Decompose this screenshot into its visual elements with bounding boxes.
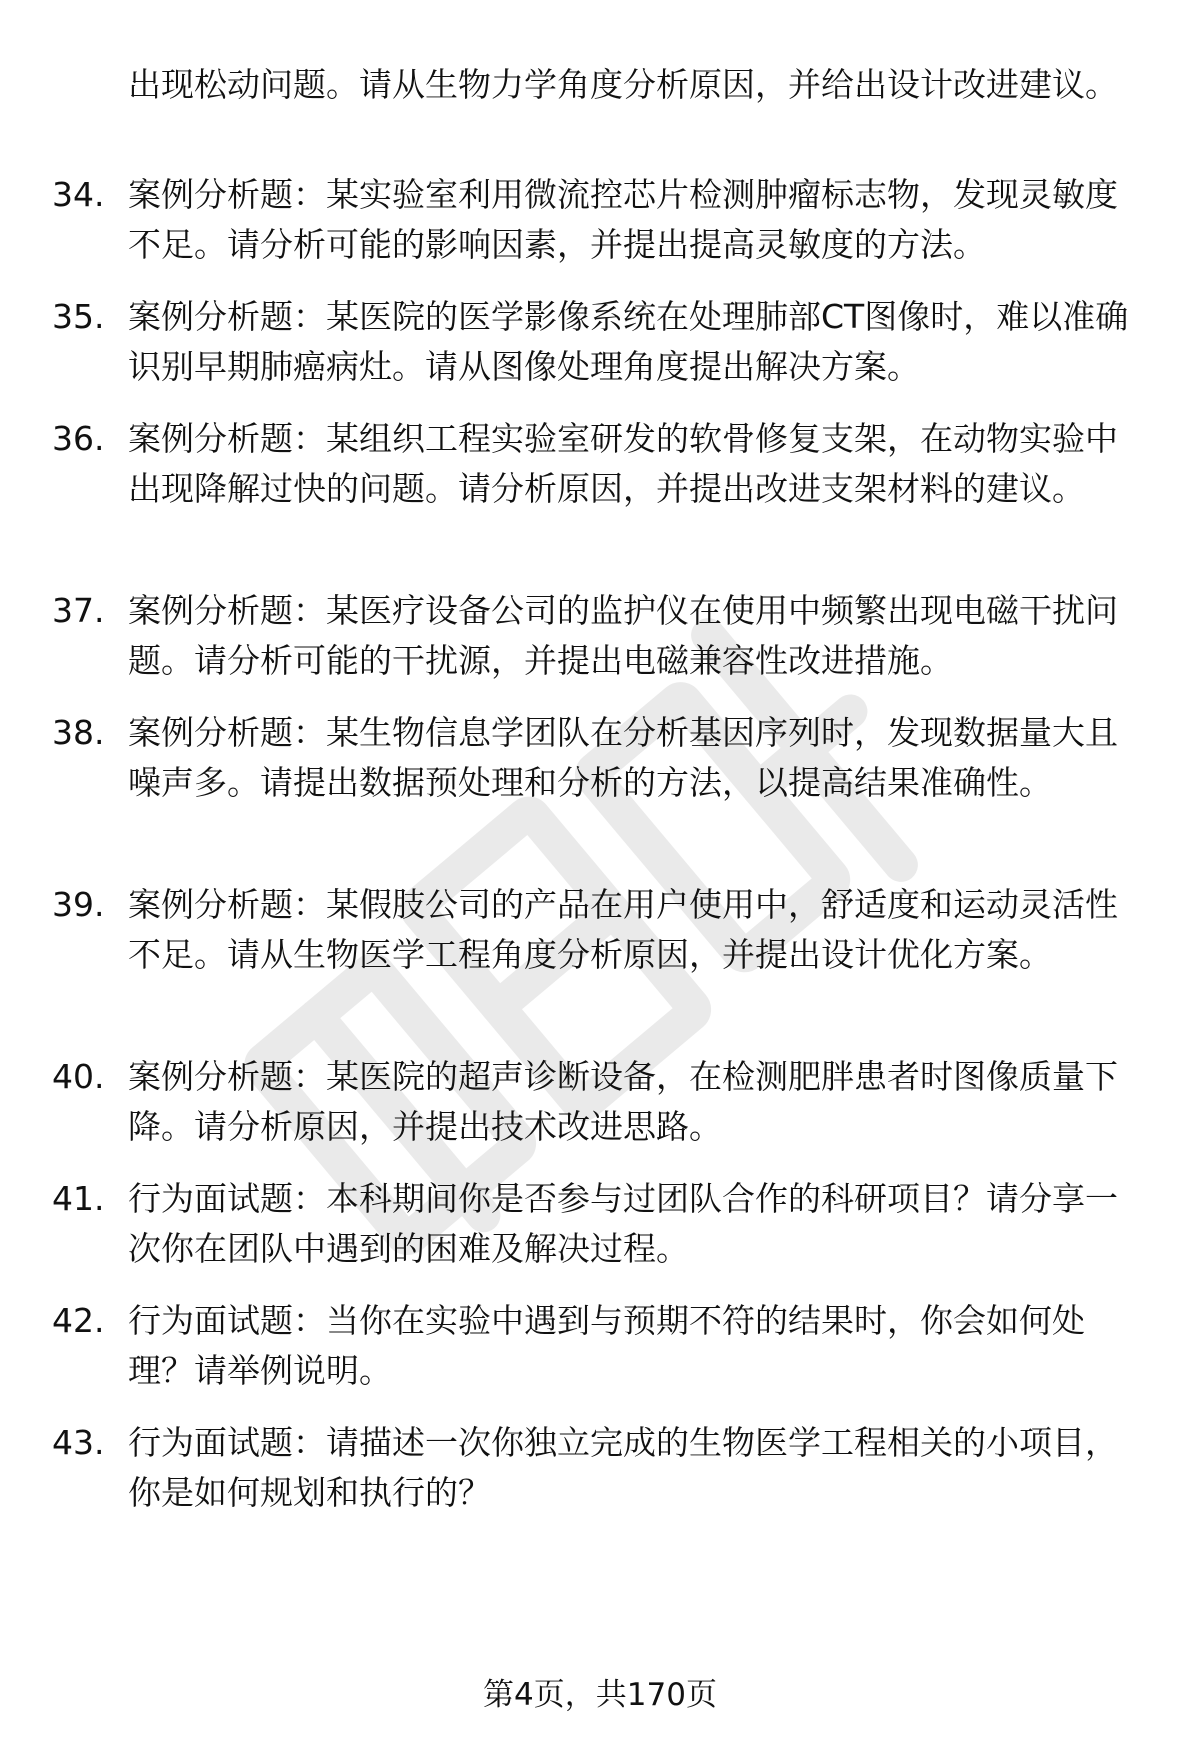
question-text: 案例分析题：某组织工程实验室研发的软骨修复支架，在动物实验中出现降解过快的问题。请分析原因，并提出改进支架材料的建议。 [128, 419, 1118, 508]
question-text: 案例分析题：某实验室利用微流控芯片检测肿瘤标志物，发现灵敏度不足。请分析可能的影响因素，并提出提高灵敏度的方法。 [128, 175, 1118, 264]
question-number: 43. [52, 1423, 105, 1462]
question-item [52, 1296, 1142, 1396]
question-text: 案例分析题：某医疗设备公司的监护仪在使用中频繁出现电磁干扰问题。请分析可能的干扰源，并提出电磁兼容性改进措施。 [128, 591, 1118, 680]
question-text: 行为面试题：本科期间你是否参与过团队合作的科研项目？请分享一次你在团队中遇到的困难及解决过程。 [128, 1179, 1118, 1268]
question-item [52, 1174, 1142, 1274]
question-item [52, 170, 1142, 270]
intro-paragraph: 出现松动问题。请从生物力学角度分析原因，并给出设计改进建议。 [128, 65, 1118, 104]
question-number: 37. [52, 591, 105, 630]
question-number: 34. [52, 175, 105, 214]
question-item [52, 292, 1142, 392]
question-number: 35. [52, 297, 105, 336]
question-text: 案例分析题：某假肢公司的产品在用户使用中，舒适度和运动灵活性不足。请从生物医学工程角度分析原因，并提出设计优化方案。 [128, 885, 1118, 974]
question-number: 42. [52, 1301, 105, 1340]
question-text: 案例分析题：某生物信息学团队在分析基因序列时，发现数据量大且噪声多。请提出数据预处理和分析的方法，以提高结果准确性。 [128, 713, 1118, 802]
question-number: 38. [52, 713, 105, 752]
question-text: 案例分析题：某医院的超声诊断设备，在检测肥胖患者时图像质量下降。请分析原因，并提出技术改进思路。 [128, 1057, 1118, 1146]
question-item [52, 414, 1142, 514]
page-footer: 第4页，共170页 [483, 1677, 717, 1713]
question-number: 40. [52, 1057, 105, 1096]
question-text: 案例分析题：某医院的医学影像系统在处理肺部CT图像时，难以准确识别早期肺癌病灶。请从图像处理角度提出解决方案。 [128, 297, 1129, 386]
question-item [52, 586, 1142, 686]
question-item [52, 1418, 1142, 1518]
question-item [52, 708, 1142, 808]
question-number: 36. [52, 419, 105, 458]
question-text: 行为面试题：请描述一次你独立完成的生物医学工程相关的小项目，你是如何规划和执行的？ [128, 1423, 1118, 1512]
question-item [52, 1052, 1142, 1152]
question-number: 41. [52, 1179, 105, 1218]
question-item [52, 880, 1142, 980]
question-number: 39. [52, 885, 105, 924]
question-text: 行为面试题：当你在实验中遇到与预期不符的结果时，你会如何处理？请举例说明。 [128, 1301, 1085, 1390]
